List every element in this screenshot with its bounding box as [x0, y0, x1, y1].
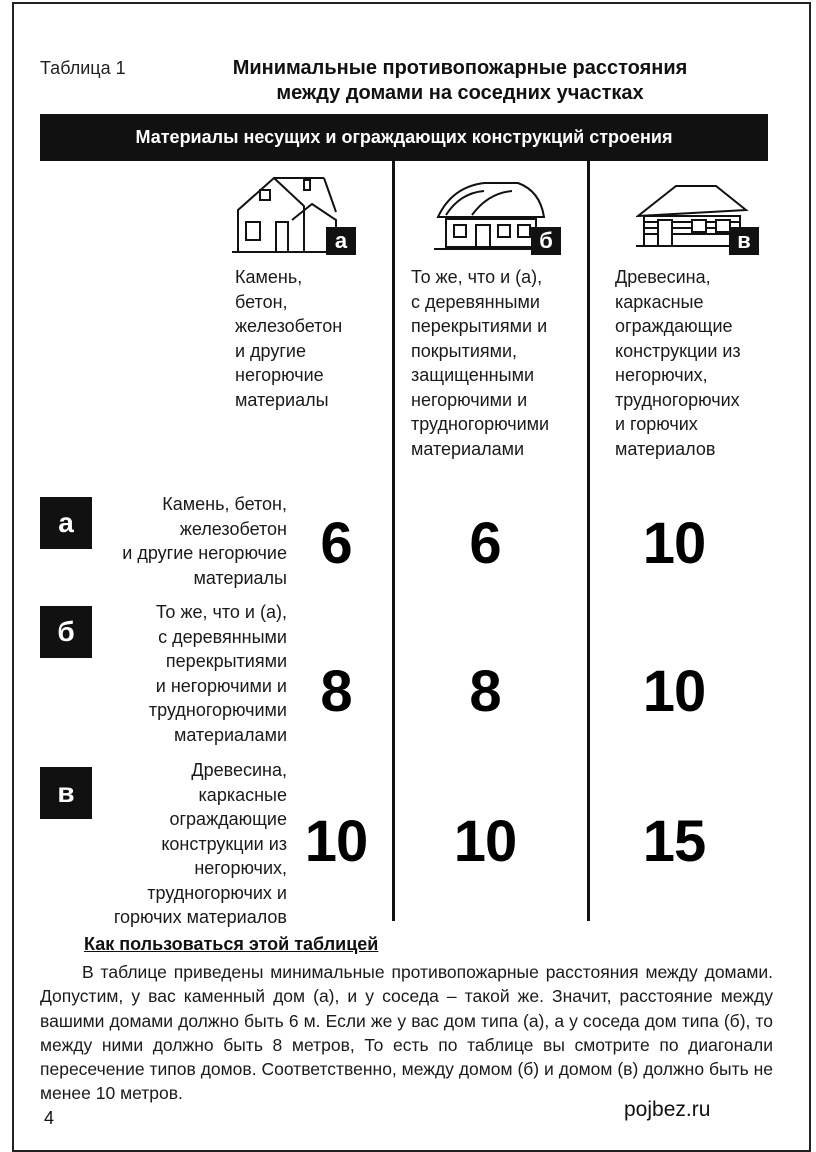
row-badge-b: б — [40, 606, 92, 658]
row-v-line: каркасные — [198, 784, 287, 805]
page-number: 4 — [44, 1108, 55, 1128]
column-badge-a: а — [326, 227, 356, 255]
title-line-1: Минимальные противопожарные расстояния — [232, 57, 688, 79]
column-v-line: негорючих, — [615, 365, 708, 385]
column-v-line: и горючих — [615, 414, 698, 434]
column-v-line: материалов — [615, 438, 716, 459]
title-line-2: между домами на соседних участках — [276, 82, 644, 104]
column-b-line: То же, что и (а), — [411, 267, 543, 287]
value-a-a: 6 — [320, 511, 352, 576]
row-v-line: ограждающие — [169, 809, 287, 829]
column-a-line: Камень, — [235, 267, 303, 287]
row-v-line: Древесина, — [191, 760, 287, 780]
table-title — [180, 56, 740, 106]
row-b-line: трудногорючими — [148, 700, 287, 720]
column-v-line: ограждающие — [615, 316, 733, 336]
column-a-line: негорючие — [235, 365, 324, 385]
row-b-line: материалами — [173, 724, 287, 745]
row-b-line: перекрытиями — [165, 651, 287, 671]
column-a-line: бетон, — [235, 291, 288, 312]
column-b-line: защищенными — [411, 365, 534, 385]
row-v-line: трудногорючих и — [147, 882, 287, 903]
column-b-line: трудногорючими — [411, 414, 550, 434]
row-badge-a: а — [40, 497, 92, 549]
value-b-b: 8 — [469, 659, 501, 724]
column-v-line: Древесина, — [615, 267, 711, 287]
row-a-line: Камень, бетон, — [162, 494, 287, 514]
column-v-line: трудногорючих — [615, 389, 740, 410]
header-bar: Материалы несущих и ограждающих конструкций строения — [40, 114, 768, 161]
column-v-line: каркасные — [615, 291, 704, 312]
column-text-b — [411, 265, 549, 461]
howto-title: Как пользоваться этой таблицей — [84, 934, 379, 954]
value-b-a: 8 — [320, 659, 352, 724]
column-v-line: конструкции из — [615, 340, 741, 361]
column-b-line: покрытиями, — [411, 340, 518, 361]
howto-body: В таблице приведены минимальные противопожарные расстояния между домами. Допустим, у вас каменный дом (а), и у соседа – такой же. Значит, расстояние между вашими домами должно быть 6 м. Если же у вас дом типа (а), а у соседа дом типа (б), то между ними должно быть 8 метров, То есть по таблице вы смотрите по диагонали пересечение типов домов. Соответственно, между домом (б) и домом (в) должно быть не менее 10 метров. — [40, 962, 773, 1104]
column-divider-2 — [587, 161, 590, 921]
column-text-a — [235, 265, 342, 412]
row-a-line: и другие негорючие — [122, 543, 287, 563]
row-v-line: конструкции из — [161, 833, 287, 854]
column-a-line: железобетон — [235, 316, 343, 336]
value-a-v: 10 — [642, 511, 706, 576]
row-v-line: горючих материалов — [113, 907, 287, 927]
row-b-line: с деревянными — [158, 626, 287, 647]
site-watermark: pojbez.ru — [618, 1098, 716, 1122]
column-text-v — [615, 265, 741, 461]
row-b-line: и негорючими и — [155, 675, 287, 696]
column-b-line: негорючими и — [411, 389, 528, 410]
column-a-line: материалы — [235, 389, 329, 410]
value-v-b: 10 — [453, 809, 517, 874]
value-v-v: 15 — [642, 809, 706, 874]
row-a-line: материалы — [193, 567, 287, 588]
value-v-a: 10 — [304, 809, 368, 874]
row-b-line: То же, что и (а), — [155, 602, 287, 622]
value-b-v: 10 — [642, 659, 706, 724]
row-v-line: негорючих, — [194, 858, 287, 878]
table-label: Таблица 1 — [40, 58, 126, 78]
column-b-line: материалами — [411, 438, 525, 459]
column-b-line: с деревянными — [411, 291, 540, 312]
column-badge-b: б — [531, 227, 561, 255]
column-b-line: перекрытиями и — [411, 316, 548, 336]
row-badge-v: в — [40, 767, 92, 819]
column-a-line: и другие — [235, 340, 306, 361]
row-a-line: железобетон — [179, 518, 287, 539]
value-a-b: 6 — [469, 511, 501, 576]
column-badge-v: в — [729, 227, 759, 255]
